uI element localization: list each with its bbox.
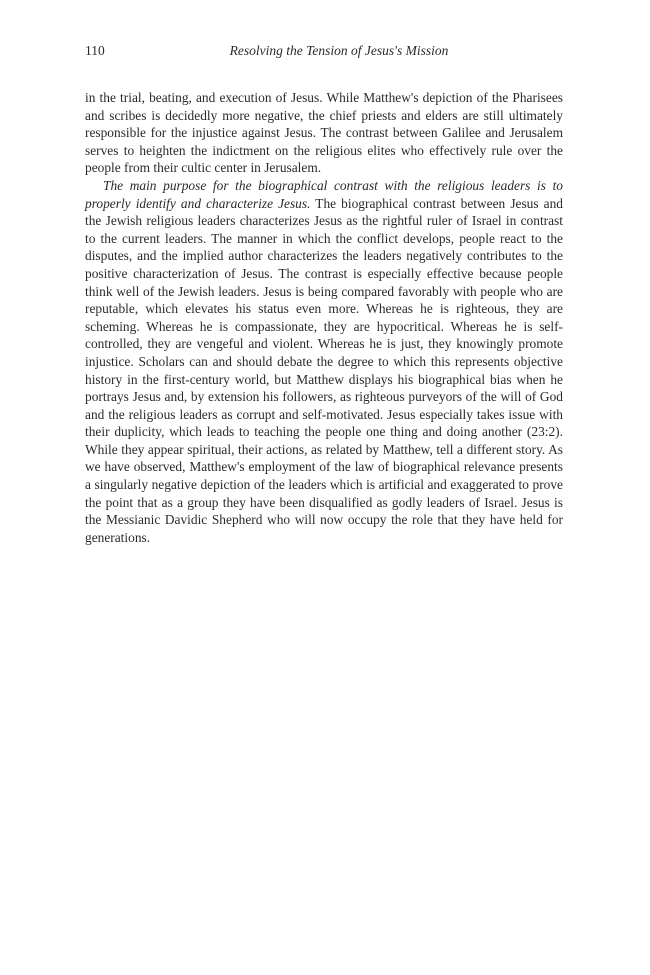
paragraph-2 xyxy=(85,177,563,546)
paragraph-2-italic-lead: The main purpose for the biographical contrast with the religious leaders is to properly identify and characterize Jesus. xyxy=(85,177,563,211)
running-head xyxy=(85,43,563,63)
paragraph-2-text: The biographical contrast between Jesus and the Jewish religious leaders characterizes Jesus as the rightful ruler of Israel in contrast to the current leaders. The manner in which the conflict develops, people react to the disputes, and the implied author characterizes the leaders negatively contributes to the positive characterization of Jesus. The contrast is especially effective because people think well of the Jewish leaders. Jesus is being compared favorably with people who are reputable, which elevates his status even more. Whereas he is righteous, they are scheming. Whereas he is compassionate, they are hypocritical. Whereas he is self-controlled, they are vengeful and violent. Whereas he is just, they knowingly promote injustice. Scholars can and should debate the degree to which this represents objective history in the first-century world, but Matthew displays his biographical bias when he portrays Jesus and, by extension his followers, as righteous purveyors of the will of God and the religious leaders as corrupt and self-motivated. Jesus especially takes issue with their duplicity, which leads to teaching the people one thing and doing another (23:2). While they appear spiritual, their actions, as related by Matthew, tell a different story. As we have observed, Matthew's employment of the law of biographical relevance presents a singularly negative depiction of the leaders which is artificial and exaggerated to prove the point that as a group they have been disqualified as godly leaders of Israel. Jesus is the Messianic Davidic Shepherd who will now occupy the role that they have held for generations. xyxy=(85,195,563,545)
running-title: Resolving the Tension of Jesus's Mission xyxy=(229,43,449,58)
page-number: 110 xyxy=(85,43,105,58)
paragraph-1: in the trial, beating, and execution of Jesus. While Matthew's depiction of the Pharisees and scribes is decidedly more negative, the chief priests and elders are still ultimately responsible for the injustice against Jesus. The contrast between Galilee and Jerusalem serves to heighten the indictment on the religious elites who effectively rule over the people from their cultic center in Jerusalem. xyxy=(85,90,563,176)
body-text xyxy=(85,89,563,546)
